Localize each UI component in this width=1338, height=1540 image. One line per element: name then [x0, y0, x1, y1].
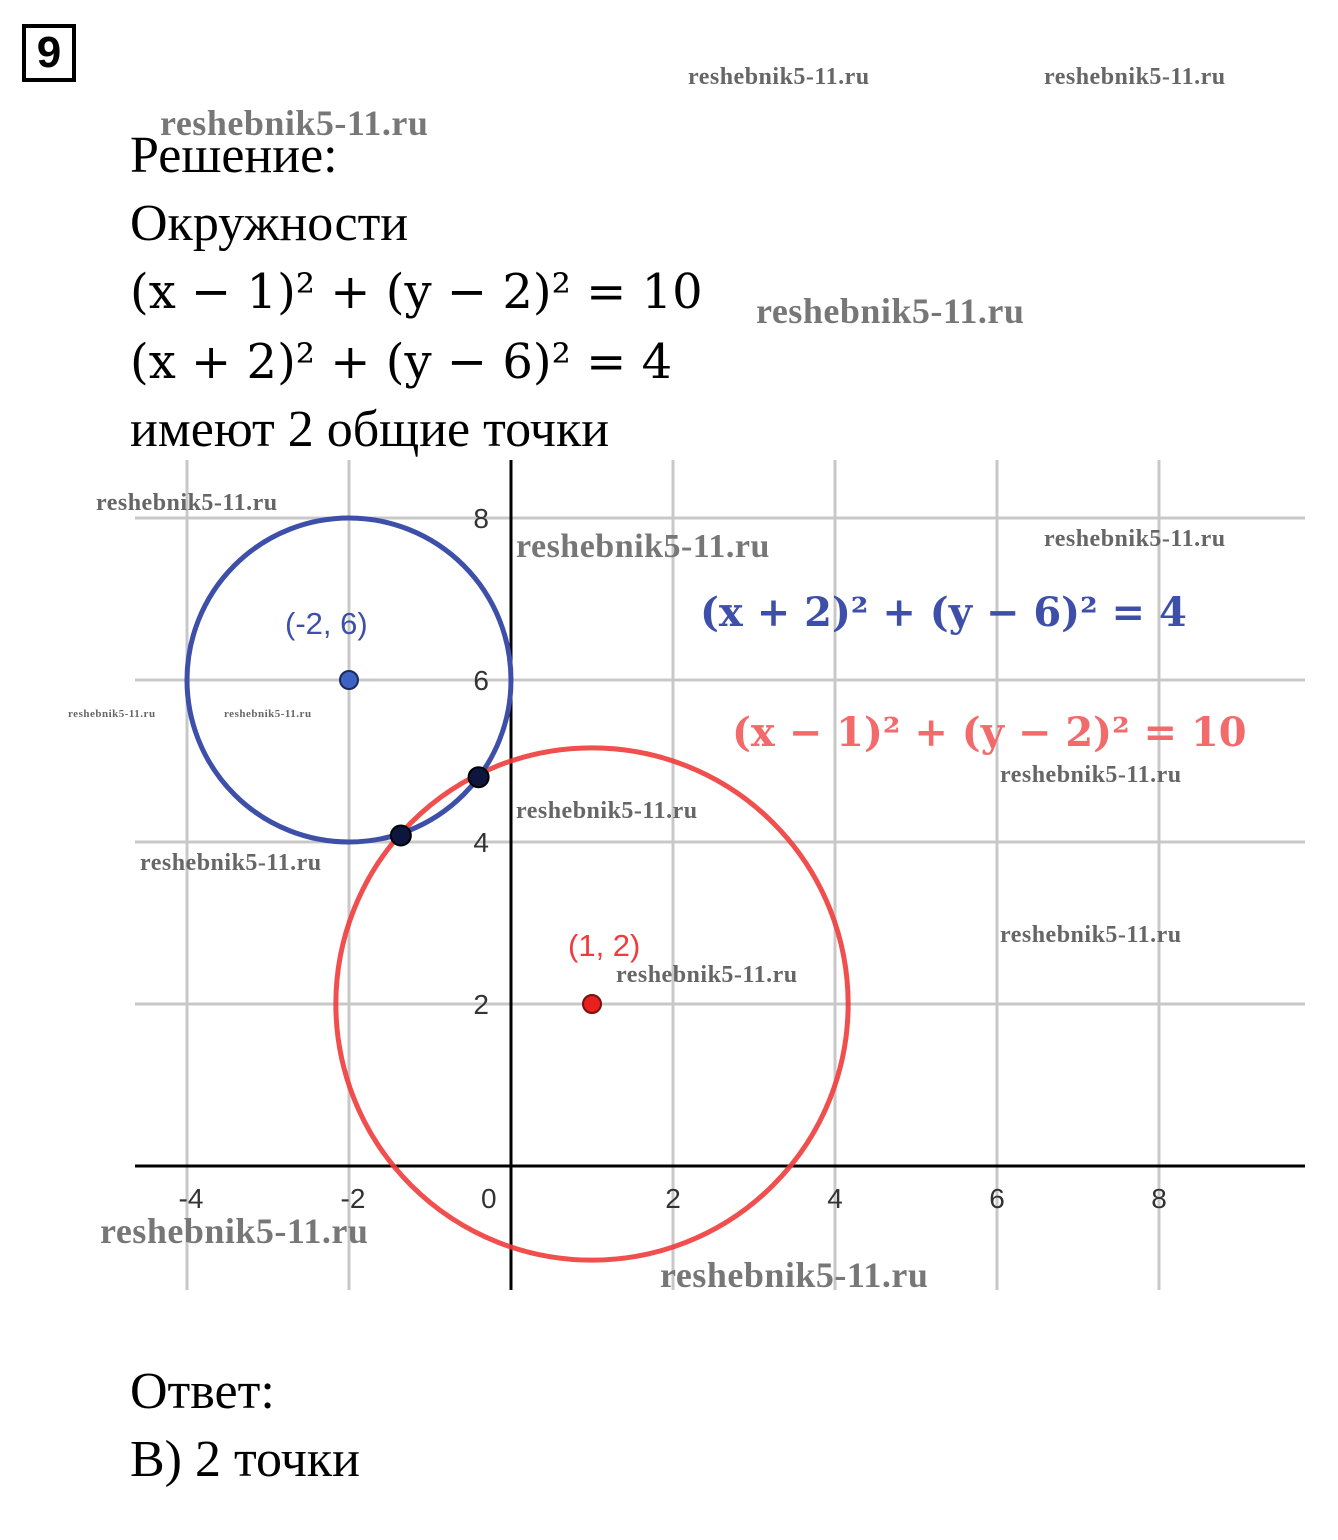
x-tick-label: -2: [340, 1183, 366, 1214]
x-tick-label: 0: [481, 1183, 497, 1214]
watermark: reshebnik5-11.ru: [140, 850, 322, 876]
watermark: reshebnik5-11.ru: [516, 528, 770, 565]
watermark: reshebnik5-11.ru: [160, 103, 429, 143]
watermark: reshebnik5-11.ru: [100, 1211, 369, 1251]
answer-value: В) 2 точки: [130, 1431, 360, 1488]
intersection-point: [391, 826, 411, 846]
task-number: 9: [22, 24, 76, 82]
red-center-point: [583, 995, 601, 1013]
y-tick-label: 8: [473, 503, 489, 534]
equation-1: (x − 1)² + (y − 2)² = 10: [130, 264, 703, 320]
solution-heading: Решение:: [130, 127, 338, 184]
equation-2: (x + 2)² + (y − 6)² = 4: [130, 334, 673, 390]
x-tick-label: 2: [665, 1183, 681, 1214]
watermark: reshebnik5-11.ru: [756, 291, 1025, 331]
watermark: reshebnik5-11.ru: [688, 64, 870, 90]
watermark: reshebnik5-11.ru: [224, 708, 312, 720]
y-tick-label: 2: [473, 989, 489, 1020]
watermark: reshebnik5-11.ru: [1000, 922, 1182, 948]
watermark: reshebnik5-11.ru: [516, 798, 698, 824]
red-circle-equation: (x − 1)² + (y − 2)² = 10: [732, 709, 1247, 756]
red-center-label: (1, 2): [568, 928, 641, 963]
answer-heading: Ответ:: [130, 1363, 275, 1420]
watermark: reshebnik5-11.ru: [96, 490, 278, 516]
watermark: reshebnik5-11.ru: [1000, 762, 1182, 788]
blue-center-label: (-2, 6): [285, 606, 368, 641]
watermark: reshebnik5-11.ru: [616, 962, 798, 988]
conclusion-text: имеют 2 общие точки: [130, 401, 610, 458]
watermark: reshebnik5-11.ru: [1044, 526, 1226, 552]
y-tick-label: 4: [473, 827, 489, 858]
x-tick-label: 4: [827, 1183, 843, 1214]
watermark: reshebnik5-11.ru: [660, 1255, 929, 1295]
watermark: reshebnik5-11.ru: [1044, 64, 1226, 90]
x-tick-label: -4: [178, 1183, 204, 1214]
circles-word: Окружности: [130, 195, 409, 252]
x-tick-label: 8: [1151, 1183, 1167, 1214]
y-tick-label: 6: [473, 665, 489, 696]
x-tick-label: 6: [989, 1183, 1005, 1214]
watermark: reshebnik5-11.ru: [68, 708, 156, 720]
blue-center-point: [340, 671, 358, 689]
blue-circle-equation: (x + 2)² + (y − 6)² = 4: [700, 589, 1187, 636]
intersection-point: [469, 767, 489, 787]
